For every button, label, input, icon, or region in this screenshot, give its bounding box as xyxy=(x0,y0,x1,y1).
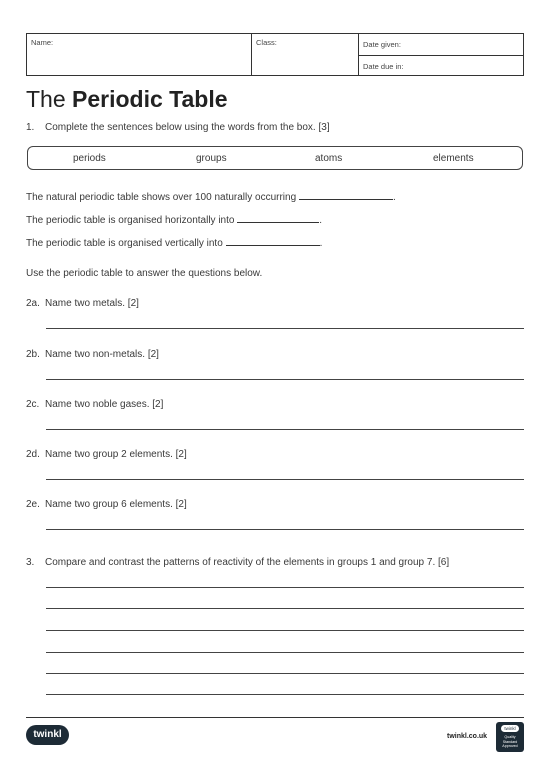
answer-line[interactable] xyxy=(46,379,524,380)
word-groups: groups xyxy=(196,153,227,164)
sentence-end: . xyxy=(319,215,323,226)
sentence-3 xyxy=(26,236,322,249)
answer-line[interactable] xyxy=(46,673,524,674)
page-title xyxy=(26,86,228,113)
badge-logo: twinkl xyxy=(501,725,519,732)
word-atoms: atoms xyxy=(315,153,343,164)
sentence-text: The periodic table is organised horizontally into xyxy=(26,215,235,226)
sentence-end: . xyxy=(392,192,396,203)
question-2a xyxy=(26,298,139,309)
answer-line[interactable] xyxy=(46,529,524,530)
instruction-text: Use the periodic table to answer the questions below. xyxy=(26,268,263,279)
title-bold: Periodic Table xyxy=(72,86,228,112)
question-text: Name two metals. [2] xyxy=(45,298,139,309)
answer-line[interactable] xyxy=(46,630,524,631)
question-number: 2a. xyxy=(26,298,40,309)
question-2c xyxy=(26,399,163,410)
header-table xyxy=(26,33,524,76)
badge-text: Quality Standard Approved xyxy=(502,735,518,748)
question-2b xyxy=(26,349,159,360)
question-text: Complete the sentences below using the words from the box. [3] xyxy=(45,122,330,133)
question-text: Compare and contrast the patterns of reactivity of the elements in groups 1 and group 7. [6] xyxy=(45,557,450,568)
question-2e xyxy=(26,499,187,510)
question-2d xyxy=(26,449,187,460)
quality-badge-icon xyxy=(496,722,524,752)
question-text: Name two group 2 elements. [2] xyxy=(45,449,187,460)
question-1 xyxy=(26,122,330,133)
question-number: 2d. xyxy=(26,449,40,460)
word-elements: elements xyxy=(433,153,474,164)
twinkl-logo: twinkl xyxy=(26,725,69,745)
answer-line[interactable] xyxy=(46,328,524,329)
answer-line[interactable] xyxy=(46,652,524,653)
question-text: Name two noble gases. [2] xyxy=(45,399,164,410)
question-text: Name two group 6 elements. [2] xyxy=(45,499,187,510)
name-field-label: Name: xyxy=(31,38,54,47)
answer-line[interactable] xyxy=(46,429,524,430)
footer-divider xyxy=(26,717,524,718)
website-link[interactable]: twinkl.co.uk xyxy=(447,733,488,740)
question-number: 2c. xyxy=(26,399,40,410)
question-number: 1. xyxy=(26,122,35,133)
word-periods: periods xyxy=(73,153,106,164)
answer-line[interactable] xyxy=(46,608,524,609)
word-box xyxy=(27,146,523,170)
answer-line[interactable] xyxy=(46,479,524,480)
question-3 xyxy=(26,557,449,568)
date-due-label: Date due in: xyxy=(363,62,404,71)
question-text: Name two non-metals. [2] xyxy=(45,349,159,360)
title-plain: The xyxy=(26,86,66,112)
sentence-text: The natural periodic table shows over 100 naturally occurring xyxy=(26,192,297,203)
header-divider xyxy=(251,34,252,75)
answer-blank[interactable] xyxy=(299,190,393,200)
answer-blank[interactable] xyxy=(237,213,319,223)
question-number: 2b. xyxy=(26,349,40,360)
date-given-label: Date given: xyxy=(363,40,401,49)
class-field-label: Class: xyxy=(256,38,277,47)
sentence-1 xyxy=(26,190,396,203)
answer-blank[interactable] xyxy=(226,236,320,246)
answer-line[interactable] xyxy=(46,694,524,695)
question-number: 3. xyxy=(26,557,35,568)
sentence-2 xyxy=(26,213,322,226)
answer-line[interactable] xyxy=(46,587,524,588)
sentence-end: . xyxy=(319,238,323,249)
header-divider xyxy=(358,55,523,56)
sentence-text: The periodic table is organised vertically into xyxy=(26,238,223,249)
question-number: 2e. xyxy=(26,499,40,510)
